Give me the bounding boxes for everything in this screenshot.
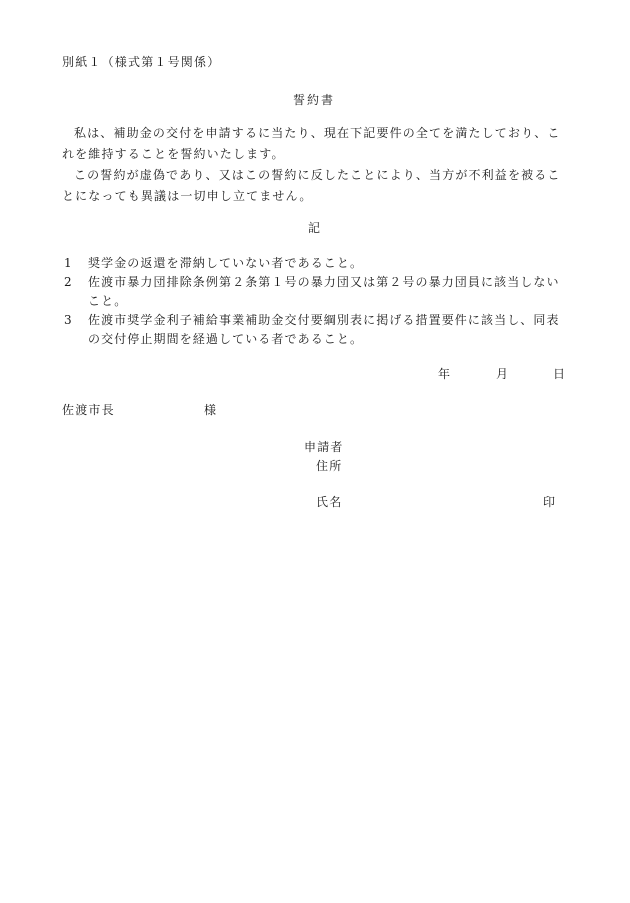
seal-label: 印 [543, 495, 557, 509]
applicant-heading: 申請者 [304, 440, 344, 454]
pledge-paragraph-1: 私は、補助金の交付を申請するに当たり、現在下記要件の全てを満たしており、これを維持することを誓約いたします。 [62, 126, 561, 161]
ki-heading: 記 [308, 221, 322, 235]
requirement-number: 2 [64, 275, 73, 289]
date-month-label: 月 [496, 367, 510, 381]
address-label: 住所 [316, 459, 343, 473]
requirement-number: 3 [64, 313, 73, 327]
addressee-honorific: 様 [204, 403, 218, 417]
addressee-name: 佐渡市長 [62, 403, 115, 417]
document-title: 誓約書 [293, 93, 336, 107]
name-label: 氏名 [316, 495, 343, 509]
form-reference: 別紙１（様式第１号関係） [62, 55, 221, 69]
requirement-text: 佐渡市暴力団排除条例第２条第１号の暴力団又は第２号の暴力団員に該当しないこと。 [88, 275, 560, 308]
requirement-item [62, 311, 572, 349]
requirements-list [62, 254, 572, 349]
requirement-number: 1 [64, 256, 73, 270]
date-day-label: 日 [553, 367, 567, 381]
requirement-item [62, 273, 572, 311]
date-year-label: 年 [438, 367, 452, 381]
requirement-text: 奨学金の返還を滞納していない者であること。 [88, 256, 364, 270]
requirement-text: 佐渡市奨学金利子補給事業補助金交付要綱別表に掲げる措置要件に該当し、同表の交付停止期間を経過している者であること。 [88, 313, 560, 346]
pledge-paragraph-2: この誓約が虚偽であり、又はこの誓約に反したことにより、当方が不利益を被ることになっても異議は一切申し立てません。 [62, 168, 561, 203]
requirement-item [62, 254, 572, 273]
